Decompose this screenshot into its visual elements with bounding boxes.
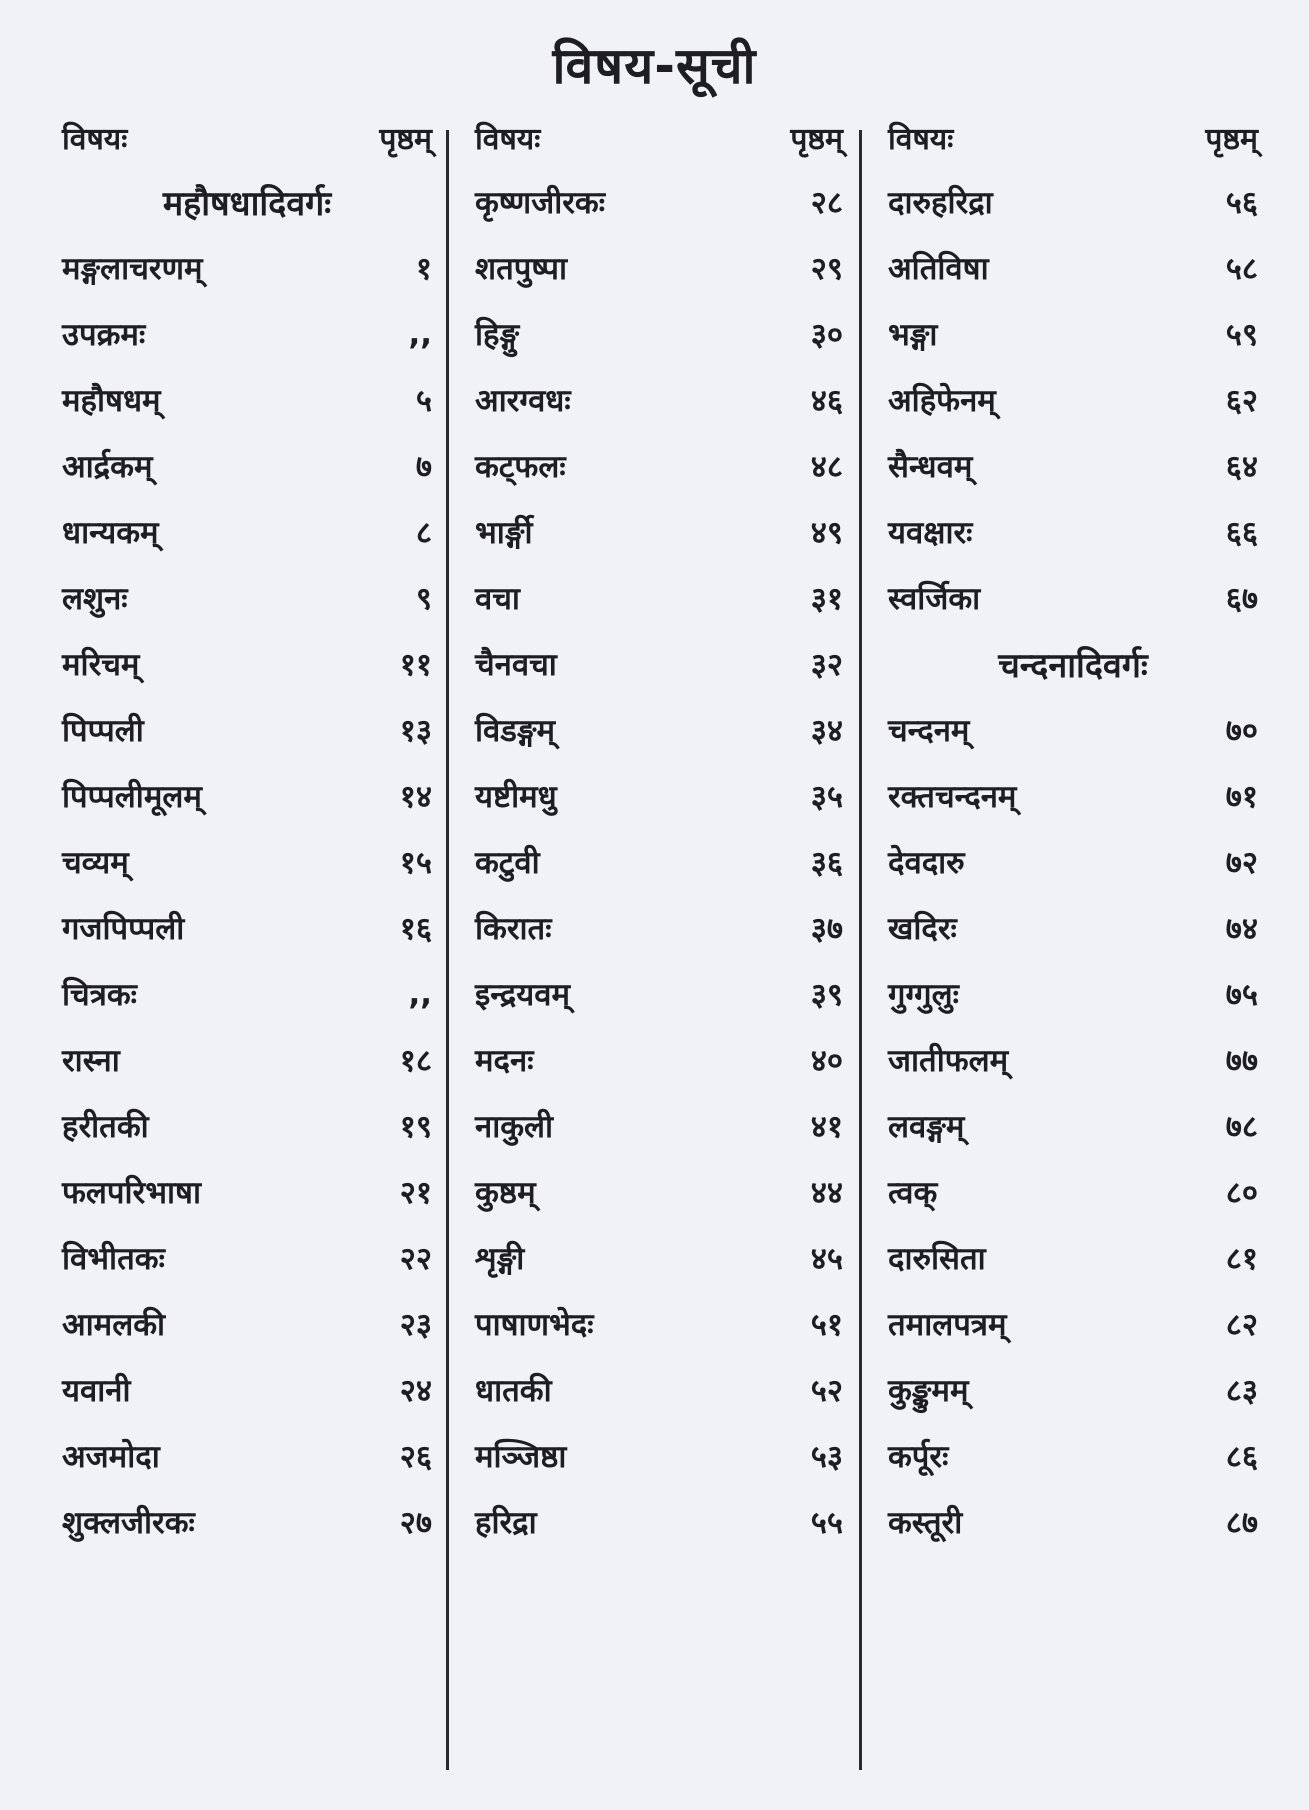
list-item <box>475 1032 843 1088</box>
column-header <box>62 109 432 165</box>
list-item <box>475 1428 843 1484</box>
list-item <box>475 702 843 758</box>
entry-page: ६६ <box>1225 515 1258 551</box>
page-header: पृष्ठम् <box>790 121 843 157</box>
list-item <box>475 1164 843 1220</box>
list-item <box>475 240 843 296</box>
entry-page: ५९ <box>1225 317 1258 353</box>
list-item <box>62 306 432 362</box>
entry-name: आमलकी <box>62 1307 166 1343</box>
entry-name: रक्तचन्दनम् <box>888 779 1017 815</box>
list-item <box>62 1362 432 1418</box>
entry-page: ५५ <box>810 1505 843 1541</box>
entry-page: १४ <box>399 779 432 815</box>
entry-name: शृङ्गी <box>475 1241 525 1277</box>
entry-page: ४६ <box>810 383 843 419</box>
entry-page: ४० <box>810 1043 843 1079</box>
entry-page: २९ <box>810 251 843 287</box>
list-item <box>888 372 1258 428</box>
entry-name: मङ्गलाचरणम् <box>62 251 203 287</box>
entry-name: इन्द्रयवम् <box>475 977 571 1013</box>
list-item <box>475 1230 843 1286</box>
index-column-2 <box>475 0 843 1810</box>
list-item <box>888 1230 1258 1286</box>
entry-page: ५८ <box>1225 251 1258 287</box>
entry-name: त्वक् <box>888 1175 938 1211</box>
entry-page: १६ <box>399 911 432 947</box>
entry-name: मञ्जिष्ठा <box>475 1439 567 1475</box>
entry-name: देवदारु <box>888 845 965 881</box>
entry-page: १५ <box>399 845 432 881</box>
list-item <box>888 900 1258 956</box>
entry-page: २४ <box>399 1373 432 1409</box>
list-item <box>62 1230 432 1286</box>
entry-page: ५६ <box>1225 185 1258 221</box>
list-item <box>62 1032 432 1088</box>
entry-page: ,, <box>408 976 432 1012</box>
entry-page: ,, <box>408 316 432 352</box>
list-item <box>888 1428 1258 1484</box>
entry-name: यवक्षारः <box>888 515 973 551</box>
list-item <box>475 174 843 230</box>
entry-name: शुक्लजीरकः <box>62 1505 195 1541</box>
entry-name: पाषाणभेदः <box>475 1307 594 1343</box>
entry-page: ७० <box>1225 713 1258 749</box>
entry-name: खदिरः <box>888 911 957 947</box>
entry-name: चित्रकः <box>62 977 137 1013</box>
entry-name: विडङ्गम् <box>475 713 556 749</box>
list-item <box>475 636 843 692</box>
list-item <box>888 1032 1258 1088</box>
entry-page: ५३ <box>810 1439 843 1475</box>
entry-name: चन्दनम् <box>888 713 970 749</box>
entry-page: ४४ <box>810 1175 843 1211</box>
column-header <box>475 109 843 165</box>
entry-name: रास्ना <box>62 1043 120 1079</box>
list-item <box>888 1296 1258 1352</box>
entry-name: विभीतकः <box>62 1241 165 1277</box>
section-heading: चन्दनादिवर्गः <box>998 646 1148 686</box>
entry-name: अतिविषा <box>888 251 989 287</box>
entry-name: पिप्पली <box>62 713 144 749</box>
entry-name: अजमोदा <box>62 1439 160 1475</box>
entry-page: २७ <box>399 1505 432 1541</box>
entry-name: कट्फलः <box>475 449 566 485</box>
entry-name: लवङ्गम् <box>888 1109 965 1145</box>
entry-page: १३ <box>399 713 432 749</box>
entry-page: ६२ <box>1225 383 1258 419</box>
entry-name: महौषधम् <box>62 383 161 419</box>
entry-page: ५१ <box>810 1307 843 1343</box>
entry-page: १८ <box>399 1043 432 1079</box>
entry-page: ७ <box>415 449 432 485</box>
entry-name: उपक्रमः <box>62 317 146 353</box>
entry-page: १९ <box>399 1109 432 1145</box>
list-item <box>62 504 432 560</box>
list-item <box>888 1362 1258 1418</box>
entry-name: धान्यकम् <box>62 515 159 551</box>
entry-page: ७२ <box>1225 845 1258 881</box>
entry-name: हरीतकी <box>62 1109 149 1145</box>
list-item <box>475 966 843 1022</box>
entry-name: स्वर्जिका <box>888 581 981 617</box>
entry-name: तमालपत्रम् <box>888 1307 1007 1343</box>
list-item <box>62 834 432 890</box>
entry-name: दारुसिता <box>888 1241 986 1277</box>
entry-page: ३१ <box>810 581 843 617</box>
entry-page: ४५ <box>810 1241 843 1277</box>
list-item <box>62 1494 432 1550</box>
entry-page: ८७ <box>1225 1505 1258 1541</box>
list-item <box>888 438 1258 494</box>
entry-page: ७७ <box>1225 1043 1258 1079</box>
entry-name: गजपिप्पली <box>62 911 185 947</box>
entry-name: कर्पूरः <box>888 1439 949 1475</box>
entry-name: मरिचम् <box>62 647 140 683</box>
subject-header: विषयः <box>888 121 954 157</box>
list-item <box>475 306 843 362</box>
entry-page: ४१ <box>810 1109 843 1145</box>
entry-name: जातीफलम् <box>888 1043 1009 1079</box>
entry-page: ९ <box>415 581 432 617</box>
list-item <box>888 174 1258 230</box>
entry-page: ३५ <box>810 779 843 815</box>
entry-name: गुग्गुलुः <box>888 977 959 1013</box>
entry-page: २६ <box>399 1439 432 1475</box>
list-item <box>62 1164 432 1220</box>
list-item <box>62 1296 432 1352</box>
entry-page: ३४ <box>810 713 843 749</box>
list-item <box>888 240 1258 296</box>
entry-name: वचा <box>475 581 520 617</box>
list-item <box>888 504 1258 560</box>
entry-page: ८१ <box>1225 1241 1258 1277</box>
column-header <box>888 109 1258 165</box>
entry-page: ३२ <box>810 647 843 683</box>
entry-page: ६७ <box>1225 581 1258 617</box>
entry-name: भार्ङ्गी <box>475 515 533 551</box>
entry-name: नाकुली <box>475 1109 554 1145</box>
entry-page: ७१ <box>1225 779 1258 815</box>
list-item <box>62 372 432 428</box>
entry-name: यष्टीमधु <box>475 779 557 815</box>
entry-name: मदनः <box>475 1043 534 1079</box>
section-heading: महौषधादिवर्गः <box>162 184 332 224</box>
entry-name: कस्तूरी <box>888 1505 963 1541</box>
entry-page: ३७ <box>810 911 843 947</box>
list-item <box>62 570 432 626</box>
entry-page: ४८ <box>810 449 843 485</box>
entry-name: अहिफेनम् <box>888 383 996 419</box>
column-divider <box>446 130 449 1770</box>
entry-page: १ <box>415 251 432 287</box>
entry-page: ५२ <box>810 1373 843 1409</box>
entry-page: ८० <box>1225 1175 1258 1211</box>
list-item <box>888 966 1258 1022</box>
entry-name: लशुनः <box>62 581 128 617</box>
list-item <box>888 1098 1258 1154</box>
list-item <box>62 768 432 824</box>
list-item <box>475 372 843 428</box>
entry-page: ३९ <box>810 977 843 1013</box>
entry-name: चव्यम् <box>62 845 129 881</box>
entry-name: पिप्पलीमूलम् <box>62 779 202 815</box>
list-item <box>62 966 432 1022</box>
list-item <box>62 702 432 758</box>
entry-page: २३ <box>399 1307 432 1343</box>
list-item <box>888 570 1258 626</box>
entry-page: ८२ <box>1225 1307 1258 1343</box>
entry-page: ५ <box>415 383 432 419</box>
list-item <box>475 1494 843 1550</box>
entry-page: ७४ <box>1225 911 1258 947</box>
entry-name: हिङ्गु <box>475 317 520 353</box>
entry-name: कुङ्कुमम् <box>888 1373 969 1409</box>
list-item <box>888 1164 1258 1220</box>
list-item <box>475 1296 843 1352</box>
entry-name: सैन्धवम् <box>888 449 973 485</box>
entry-name: आर्द्रकम् <box>62 449 153 485</box>
page-header: पृष्ठम् <box>1205 121 1258 157</box>
entry-name: आरग्वधः <box>475 383 571 419</box>
entry-page: ८६ <box>1225 1439 1258 1475</box>
entry-name: कुष्ठम् <box>475 1175 536 1211</box>
page-title: विषय-सूची <box>552 37 757 95</box>
entry-page: ४९ <box>810 515 843 551</box>
list-item <box>888 834 1258 890</box>
entry-page: ३० <box>810 317 843 353</box>
entry-page: २८ <box>810 185 843 221</box>
entry-name: हरिद्रा <box>475 1505 537 1541</box>
entry-name: भङ्गा <box>888 317 938 353</box>
entry-page: ७८ <box>1225 1109 1258 1145</box>
list-item <box>475 1098 843 1154</box>
list-item <box>475 438 843 494</box>
entry-name: शतपुष्पा <box>475 251 567 287</box>
entry-page: ८ <box>415 515 432 551</box>
entry-page: ११ <box>399 647 432 683</box>
entry-page: ६४ <box>1225 449 1258 485</box>
entry-page: ८३ <box>1225 1373 1258 1409</box>
subject-header: विषयः <box>62 121 128 157</box>
list-item <box>475 1362 843 1418</box>
page-header: पृष्ठम् <box>379 121 432 157</box>
list-item <box>475 570 843 626</box>
column-divider <box>859 130 862 1770</box>
entry-name: फलपरिभाषा <box>62 1175 202 1211</box>
entry-name: चैनवचा <box>475 647 557 683</box>
entry-name: यवानी <box>62 1373 131 1409</box>
list-item <box>62 900 432 956</box>
entry-name: धातकी <box>475 1373 552 1409</box>
list-item <box>475 504 843 560</box>
list-item <box>888 1494 1258 1550</box>
entry-page: ३६ <box>810 845 843 881</box>
entry-name: कटुवी <box>475 845 540 881</box>
list-item <box>475 768 843 824</box>
list-item <box>62 1428 432 1484</box>
entry-name: कृष्णजीरकः <box>475 185 605 221</box>
list-item <box>62 636 432 692</box>
list-item <box>475 900 843 956</box>
entry-page: ७५ <box>1225 977 1258 1013</box>
list-item <box>888 768 1258 824</box>
list-item <box>475 834 843 890</box>
list-item <box>62 438 432 494</box>
list-item <box>62 240 432 296</box>
index-column-1 <box>62 0 432 1810</box>
index-column-3 <box>888 0 1258 1810</box>
list-item <box>888 306 1258 362</box>
entry-page: २१ <box>399 1175 432 1211</box>
list-item <box>888 702 1258 758</box>
entry-name: दारुहरिद्रा <box>888 185 993 221</box>
entry-name: किरातः <box>475 911 552 947</box>
subject-header: विषयः <box>475 121 541 157</box>
entry-page: २२ <box>399 1241 432 1277</box>
list-item <box>62 1098 432 1154</box>
